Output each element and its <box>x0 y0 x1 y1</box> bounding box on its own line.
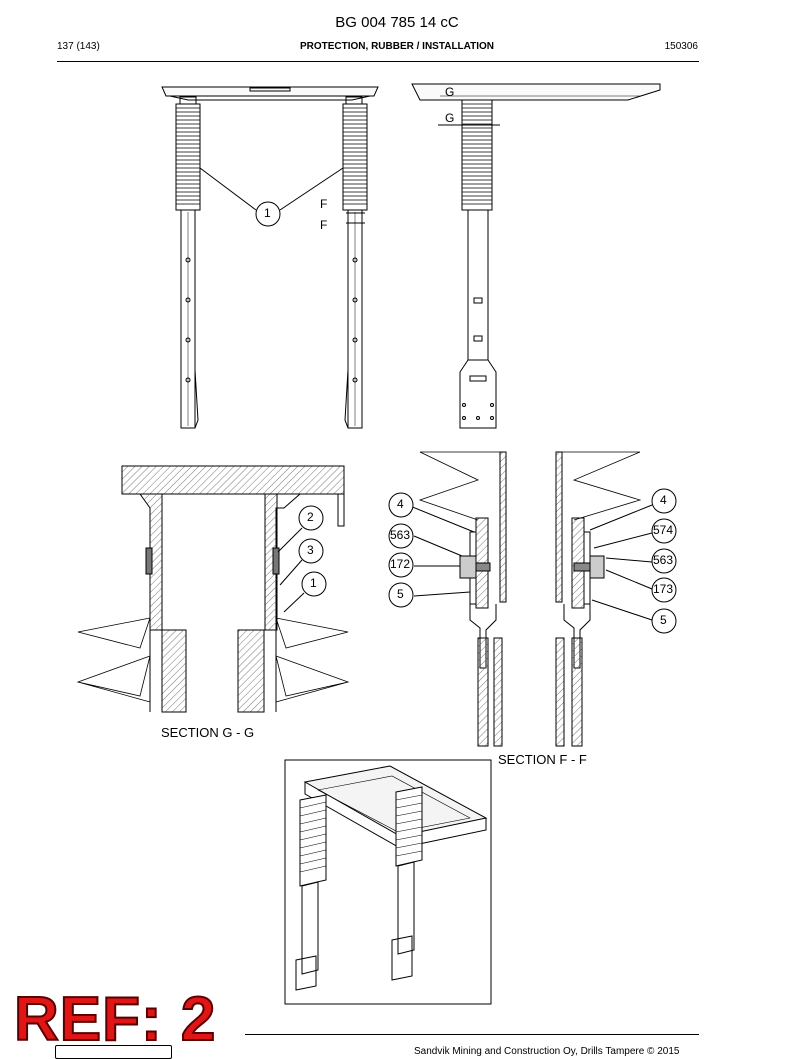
callout-ff-left-5: 5 <box>397 587 404 601</box>
section-ff-right <box>556 452 676 746</box>
leader-lines <box>200 168 365 226</box>
footer-copyright: Sandvik Mining and Construction Oy, Drills Tampere © 2015 <box>414 1046 680 1057</box>
footer-rule <box>245 1034 699 1035</box>
cut-marker-g-top: G <box>445 85 455 99</box>
callout-ff-left-563: 563 <box>390 528 411 542</box>
callout-ff-right-4: 4 <box>660 493 667 507</box>
callout-top-1: 1 <box>264 206 271 220</box>
callout-ff-right-574: 574 <box>653 523 674 537</box>
document-code: BG 004 785 14 cC <box>335 14 459 31</box>
date-code: 150306 <box>664 41 698 52</box>
brand-logo <box>55 1045 172 1059</box>
callout-ff-left-172: 172 <box>390 557 411 571</box>
section-gg-label: SECTION G - G <box>161 725 255 740</box>
callout-ff-right-563: 563 <box>653 553 674 567</box>
section-ff-label: SECTION F - F <box>498 752 587 767</box>
callout-gg-2: 2 <box>307 510 314 524</box>
callout-ff-left-4: 4 <box>397 497 404 511</box>
page-title: PROTECTION, RUBBER / INSTALLATION <box>299 41 495 52</box>
section-gg <box>78 466 348 712</box>
callout-ff-right-173: 173 <box>653 582 674 596</box>
section-ff-left <box>389 452 506 746</box>
cut-marker-g-bottom: G <box>445 111 455 125</box>
front-view <box>162 87 378 428</box>
ref-stamp: REF: 2 <box>14 985 217 1054</box>
callout-gg-3: 3 <box>307 543 314 557</box>
cut-marker-f-top: F <box>320 197 328 211</box>
page-number: 137 (143) <box>57 41 100 52</box>
side-view <box>412 84 660 428</box>
isometric-view <box>285 760 491 1004</box>
callout-gg-1: 1 <box>310 576 317 590</box>
callout-ff-right-5: 5 <box>660 613 667 627</box>
cut-marker-f-bottom: F <box>320 218 328 232</box>
